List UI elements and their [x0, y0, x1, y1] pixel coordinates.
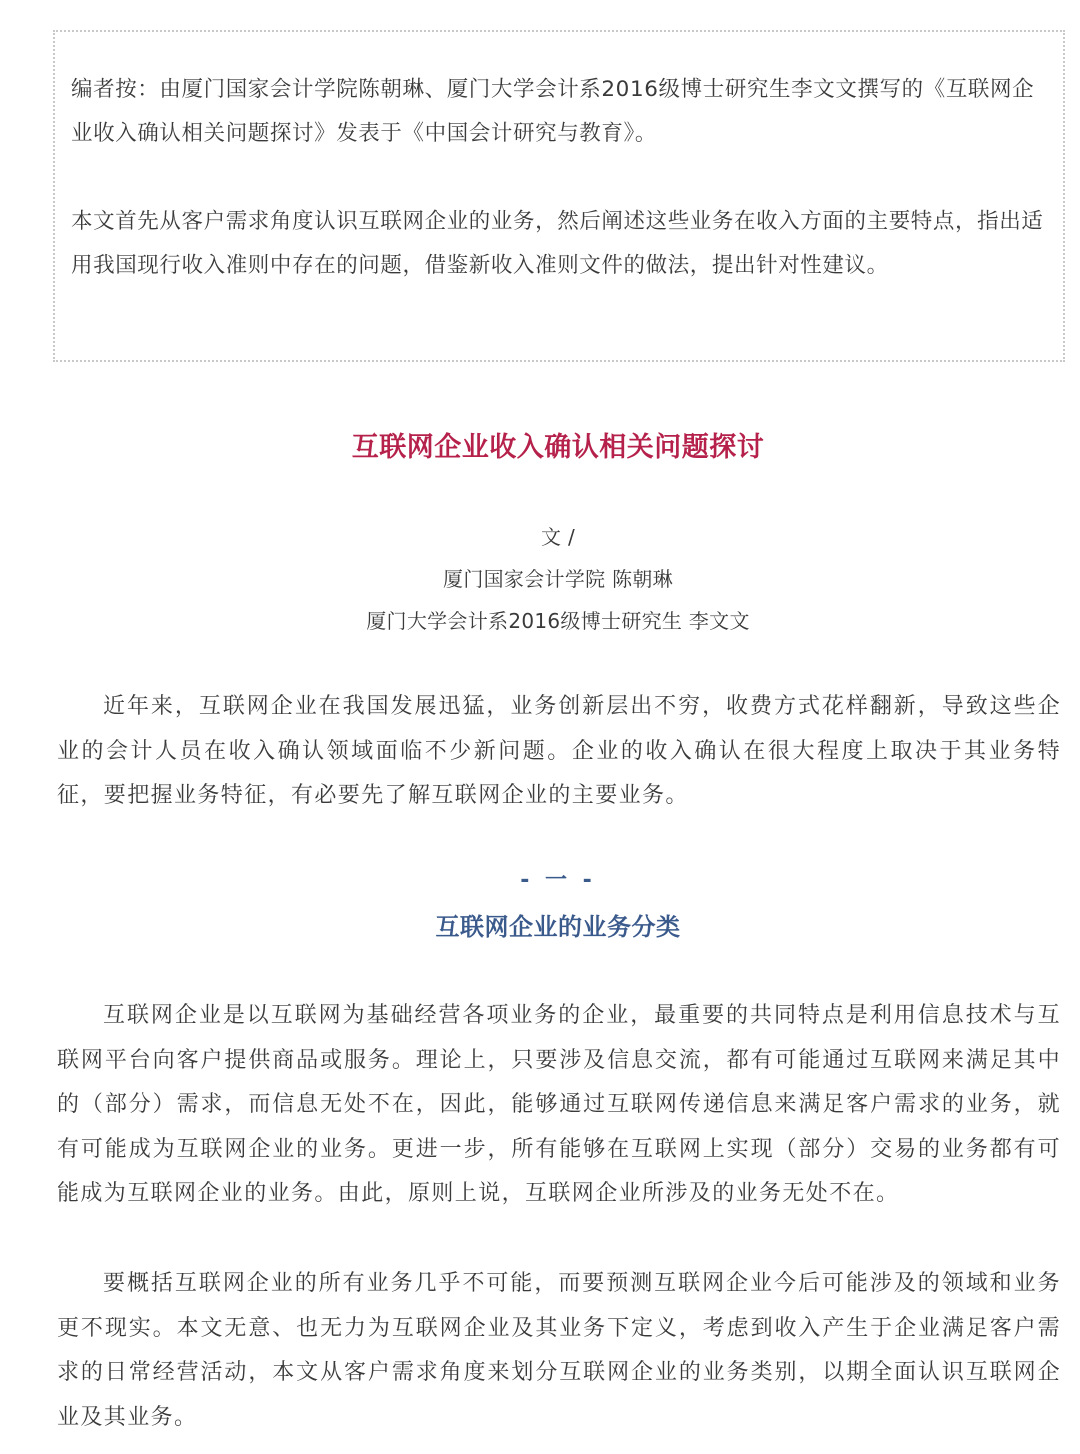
article-title: 互联网企业收入确认相关问题探讨 — [351, 432, 765, 463]
section-heading: 互联网企业的业务分类 — [435, 913, 681, 941]
author-1: 厦门国家会计学院 陈朝琳 — [443, 567, 673, 591]
section-paragraph-2: 要概括互联网企业的所有业务几乎不可能，而要预测互联网企业今后可能涉及的领域和业务更不现实。本文无意、也无力为互联网企业及其业务下定义，考虑到收入产生于企业满足客户需求的日常经营活动，本文从客户需求角度来划分互联网企业的业务类别，以期全面认识互联网企业及其业务。 — [57, 1271, 1061, 1430]
author-2: 厦门大学会计系2016级博士研究生 李文文 — [366, 609, 750, 633]
section-number: - 一 - — [520, 868, 596, 893]
editor-note-summary: 本文首先从客户需求角度认识互联网企业的业务，然后阐述这些业务在收入方面的主要特点，指出适用我国现行收入准则中存在的问题，借鉴新收入准则文件的做法，提出针对性建议。 — [71, 209, 1044, 278]
editor-note-box — [53, 30, 1065, 362]
section-paragraph-1: 互联网企业是以互联网为基础经营各项业务的企业，最重要的共同特点是利用信息技术与互联网平台向客户提供商品或服务。理论上，只要涉及信息交流，都有可能通过互联网来满足其中的（部分）需求，而信息无处不在，因此，能够通过互联网传递信息来满足客户需求的业务，就有可能成为互联网企业的业务。更进一步，所有能够在互联网上实现（部分）交易的业务都有可能成为互联网企业的业务。由此，原则上说，互联网企业所涉及的业务无处不在。 — [57, 1003, 1061, 1207]
editor-note-paragraph: 编者按：由厦门国家会计学院陈朝琳、厦门大学会计系2016级博士研究生李文文撰写的《互联网企业收入确认相关问题探讨》发表于《中国会计研究与教育》。 — [71, 77, 1035, 146]
byline-label: 文 / — [541, 525, 575, 549]
intro-paragraph: 近年来，互联网企业在我国发展迅猛，业务创新层出不穷，收费方式花样翻新，导致这些企业的会计人员在收入确认领域面临不少新问题。企业的收入确认在很大程度上取决于其业务特征，要把握业务特征，有必要先了解互联网企业的主要业务。 — [57, 694, 1061, 809]
